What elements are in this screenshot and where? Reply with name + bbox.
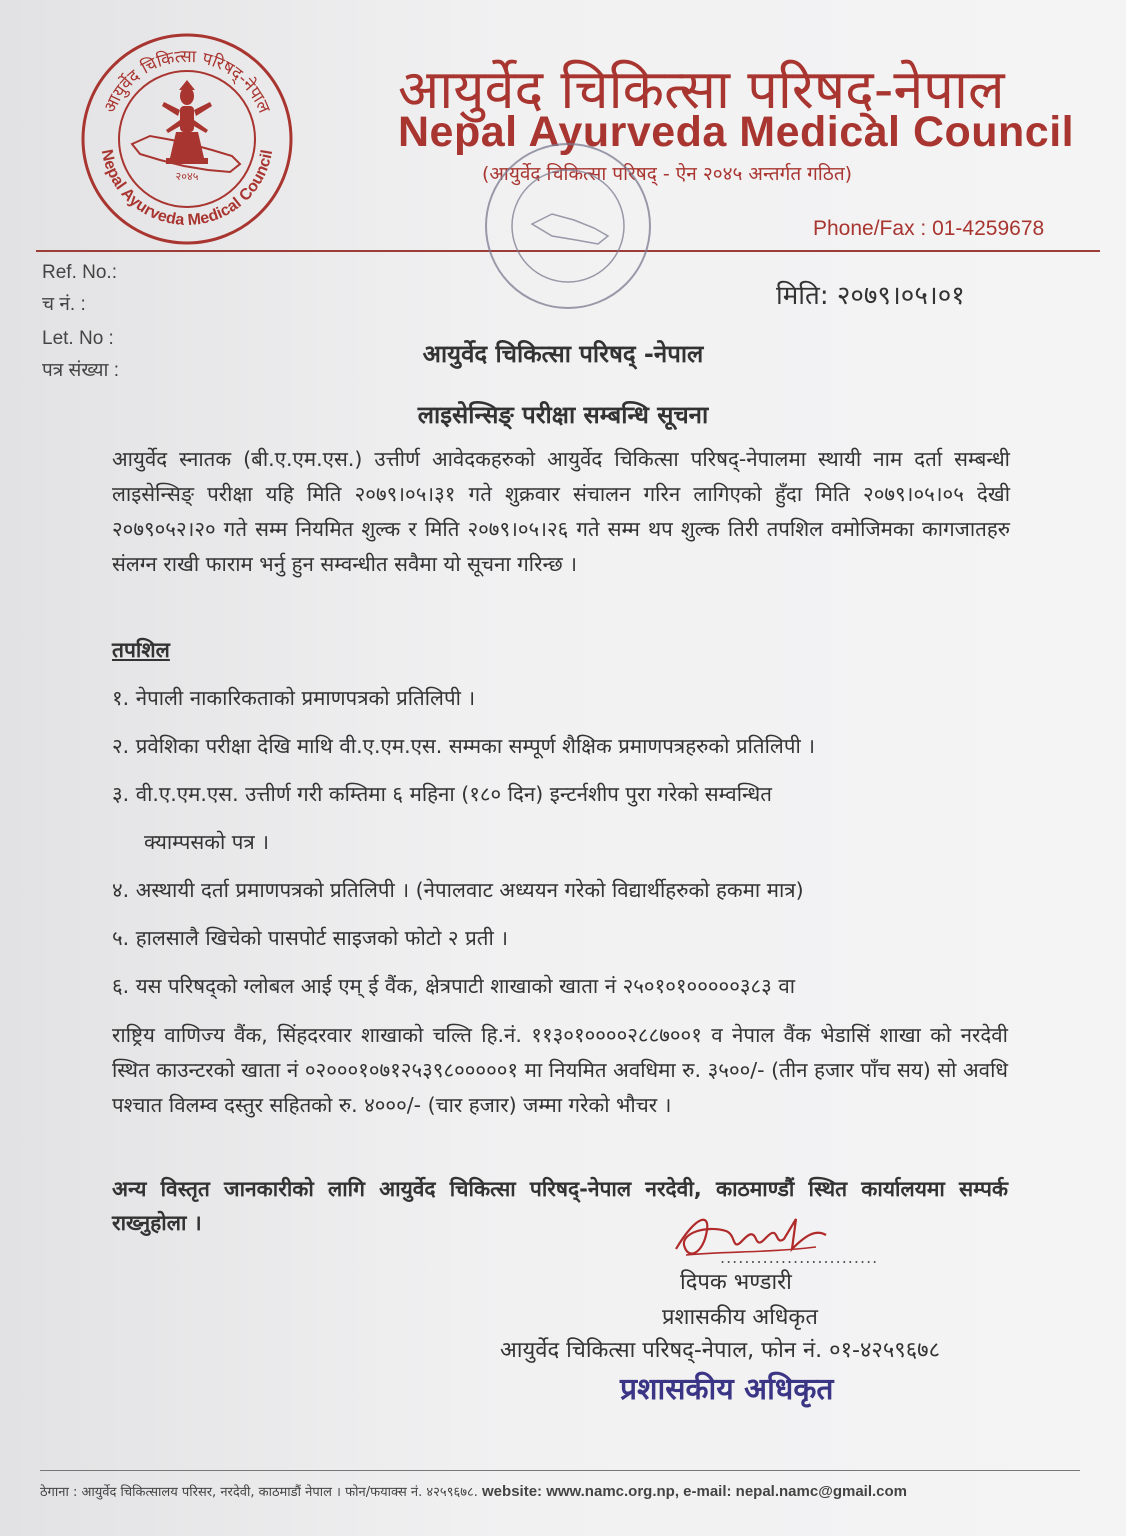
payment-paragraph: राष्ट्रिय वाणिज्य वैंक, सिंहदरवार शाखाको चल्ति हि.नं. ११३०१००००२८८७००१ व नेपाल वैंक भेडासिं शाखा को नरदेवी स्थित काउन्टरको खाता नं ०२०००१०७१२५३९८०००००१ मा नियमित अवधिमा रु. ३५००/- (तीन हजार पाँच सय) सो अवधि पश्चात विलम्व दस्तुर सहितको रु. ४०००/- (चार हजार) जम्मा गरेको भौचर । [112,1023,1008,1117]
letter-date: मिति: २०७९।०५।०१ [776,281,965,311]
let-no-label: Let. No : [42,328,114,349]
org-name-en: Nepal Ayurveda Medical Council [398,108,1075,156]
footer-divider [40,1470,1080,1471]
signatory-title: प्रशासकीय अधिकृत [662,1305,818,1330]
notice-heading-org: आयुर्वेद चिकित्सा परिषद् -नेपाल [422,340,704,368]
list-item: ३. वी.ए.एम.एस. उत्तीर्ण गरी कम्तिमा ६ महिना (१८० दिन) इन्टर्नशीप पुरा गरेको सम्वन्धित [112,782,772,806]
list-item: १. नेपाली नाकारिकताको प्रमाणपत्रको प्रतिलिपी । [112,686,476,710]
logo-text-np: आयुर्वेद चिकित्सा परिषद्-नेपाल [100,46,274,117]
org-subtitle: (आयुर्वेद चिकित्सा परिषद् - ऐन २०४५ अन्तर्गत गठित) [482,163,853,185]
signatory-org-phone: आयुर्वेद चिकित्सा परिषद्-नेपाल, फोन नं. ०१-४२५९६७८ [500,1338,941,1363]
notice-body: आयुर्वेद स्नातक (बी.ए.एम.एस.) उत्तीर्ण आवेदकहरुको आयुर्वेद चिकित्सा परिषद्-नेपालमा स्थायी नाम दर्ता सम्बन्धी लाइसेन्सिङ् परीक्षा यहि मिति २०७९।०५।३१ गते शुक्रवार संचालन गरिन लागिएको हुँदा मिति २०७९।०५।०५ देखी २०७९०५२।२० गते सम्म नियमित शुल्क र मिति २०७९।०५।२६ गते सम्म थप शुल्क तिरी तपशिल वमोजिमका कागजातहरु संलग्न राखी फाराम भर्नु हुन सम्वन्धीत सवैमा यो सूचना गरिन्छ । [112,447,1010,576]
signatory-name: दिपक भण्डारी [680,1270,792,1295]
tapasil-heading: तपशिल [112,638,170,662]
org-name-np: आयुर्वेद चिकित्सा परिषद्-नेपाल [398,58,1005,121]
footer-website-email: website: www.namc.org.np, e-mail: nepal.namc@gmail.com [482,1483,908,1500]
phone-fax: Phone/Fax : 01-4259678 [813,217,1045,240]
designation-stamp: प्रशासकीय अधिकृत [620,1372,834,1407]
let-no-np-label: पत्र संख्या : [42,360,120,381]
list-item: क्याम्पसको पत्र । [144,830,270,854]
ref-no-np-label: च नं. : [42,294,86,315]
ref-no-label: Ref. No.: [42,262,117,283]
footer-address: ठेगाना : आयुर्वेद चिकित्सालय परिसर, नरदेवी, काठमाडौं नेपाल । फोन/फयाक्स नं. ४२५९६७८. [40,1485,478,1500]
list-item: ४. अस्थायी दर्ता प्रमाणपत्रको प्रतिलिपी । (नेपालवाट अध्ययन गरेको विद्यार्थीहरुको हकमा मात्र) [112,878,804,902]
notice-heading-subject: लाइसेन्सिङ् परीक्षा सम्बन्धि सूचना [417,401,709,429]
footer [40,1482,907,1500]
signature-line: .......................... [720,1248,879,1267]
logo-year: २०४५ [175,170,199,183]
list-item: ५. हालसालै खिचेको पासपोर्ट साइजको फोटो २ प्रती । [112,926,509,950]
logo-text-en: Nepal Ayurveda Medical Council [97,148,277,230]
council-seal-stamp [482,140,654,312]
contact-paragraph: अन्य विस्तृत जानकारीको लागि आयुर्वेद चिकित्सा परिषद्-नेपाल नरदेवी, काठमाण्डौं स्थित कार्यालयमा सम्पर्क राख्नुहोला । [112,1177,1008,1235]
council-logo [80,32,294,246]
list-item: ६. यस परिषद्को ग्लोबल आई एम् ई वैंक, क्षेत्रपाटी शाखाको खाता नं २५०१०१०००००३८३ वा [112,974,796,998]
list-item: २. प्रवेशिका परीक्षा देखि माथि वी.ए.एम.एस. सम्मका सम्पूर्ण शैक्षिक प्रमाणपत्रहरुको प्रतिलिपी । [112,734,816,758]
